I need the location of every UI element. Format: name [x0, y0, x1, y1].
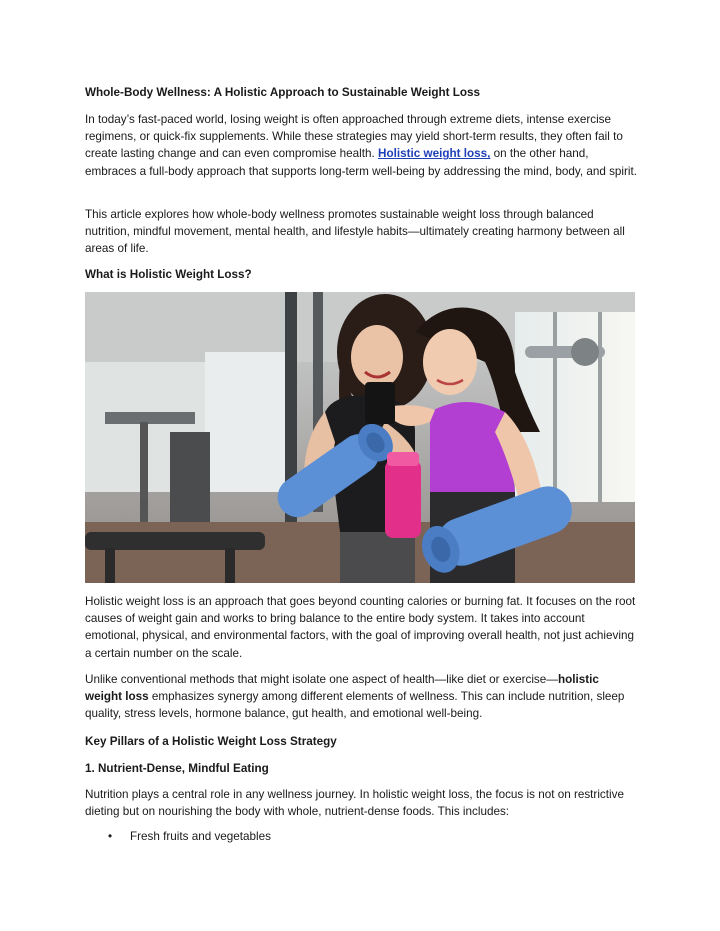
section-heading-what-is: What is Holistic Weight Loss?	[85, 268, 252, 281]
intro-text-before: In today’s fast-paced world, losing weight is often approached through extreme diets, intense exercise regimens, or quick-fix supplements. While these strategies may yield short-term results, they often fail to create lasting change and can even compromise health.	[85, 113, 623, 161]
gym-photo	[85, 292, 635, 583]
overview-paragraph: This article explores how whole-body wellness promotes sustainable weight loss through balanced nutrition, mindful movement, mental health, and lifestyle habits—ultimately creating harmony between all areas of life.	[85, 208, 625, 256]
definition-paragraph: Holistic weight loss is an approach that goes beyond counting calories or burning fat. It focuses on the root causes of weight gain and works to bring balance to the entire body system. It takes into account emotional, physical, and environmental factors, with the goal of improving overall health, not just achieving a certain number on the scale.	[85, 595, 636, 660]
comparison-paragraph	[85, 671, 637, 723]
list-item-text: Fresh fruits and vegetables	[130, 830, 271, 843]
gym-photo-illustration	[85, 292, 635, 583]
comparison-bold-term: holistic weight loss	[85, 673, 599, 704]
subheading-nutrient-dense: 1. Nutrient-Dense, Mindful Eating	[85, 762, 269, 775]
article-title: Whole-Body Wellness: A Holistic Approach to Sustainable Weight Loss	[85, 86, 481, 99]
bullet-icon: •	[108, 830, 113, 843]
nutrition-paragraph: Nutrition plays a central role in any wellness journey. In holistic weight loss, the focus is not on restrictive dieting but on nourishing the body with whole, nutrient-dense foods. This includes:	[85, 788, 624, 819]
intro-text-after: on the other hand, embraces a full-body approach that supports long-term well-being by addressing the mind, body, and spirit.	[85, 147, 637, 178]
intro-paragraph	[85, 111, 637, 180]
comparison-text-after: emphasizes synergy among different elements of wellness. This can include nutrition, sleep quality, stress levels, hormone balance, gut health, and emotional well-being.	[85, 690, 625, 721]
comparison-text-before: Unlike conventional methods that might isolate one aspect of health—like diet or exercise—	[85, 673, 558, 686]
holistic-weight-loss-link[interactable]: Holistic weight loss,	[378, 147, 491, 161]
list-item	[108, 828, 271, 845]
section-heading-key-pillars: Key Pillars of a Holistic Weight Loss Strategy	[85, 735, 337, 748]
